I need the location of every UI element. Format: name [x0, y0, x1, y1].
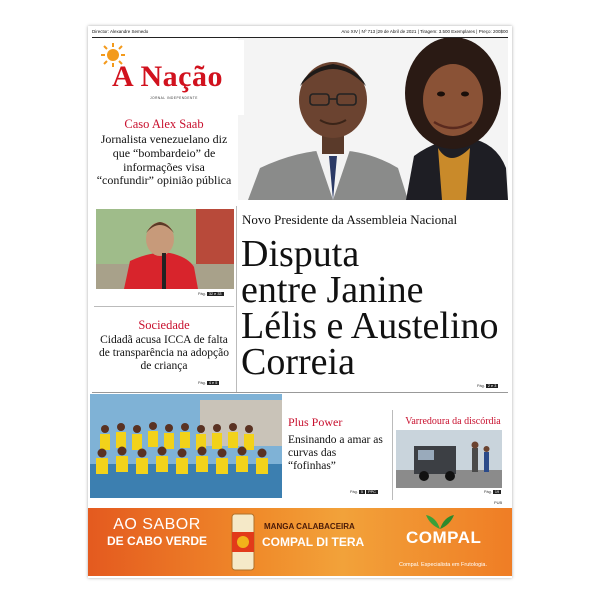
sweeper-illustration — [396, 430, 502, 488]
main-headline — [241, 233, 509, 383]
story-alex-saab: Jornalista venezuelano diz que “bombardeio” de informações visa “confundir” opinião pública — [96, 132, 232, 188]
headline-line-1: Disputa — [241, 233, 360, 275]
headline-line-3: Lélis e Austelino — [241, 305, 499, 347]
ad-mid-line-1: MANGA CALABACEIRA — [264, 522, 355, 531]
issue-line: Ano XIV | Nº 713 |29 de Abril de 2021 | Tiragem: 3.500 Exemplares | Preço: 200$00 — [341, 29, 508, 34]
pub-label: PUB — [494, 500, 503, 505]
journalist-illustration — [96, 209, 234, 289]
newspaper-front-page — [88, 26, 512, 578]
page-ref-plus-power: Pág. 5 PPC — [350, 490, 376, 494]
ad-left-line-1: AO SABOR — [113, 516, 201, 533]
ad-brand-sub: Compal. Especialista em Frutologia. — [398, 562, 488, 568]
dancers-illustration — [90, 394, 282, 498]
story-plus-power: Ensinando a amar as curvas das “fofinhas” — [288, 434, 383, 473]
plus-power-divider — [392, 410, 393, 500]
ad-left-line-2: DE CABO VERDE — [106, 534, 207, 548]
headline-line-2: entre Janine — [241, 269, 424, 311]
page-ref-main: Pág. 2 e 3 — [477, 384, 497, 388]
page-ref-sociedade: Pág. 4 e 5 — [198, 381, 218, 385]
masthead-logo-area — [94, 40, 244, 115]
top-info-bar — [88, 26, 512, 37]
section-divider — [92, 392, 508, 393]
masthead-title: A Nação — [112, 60, 223, 93]
page-ref-varredoura: Pág. 19 — [484, 490, 500, 494]
column-divider — [236, 206, 237, 392]
candidates-illustration — [238, 38, 508, 200]
ad-mid-line-2: COMPAL DI TERA — [262, 535, 365, 549]
kicker-plus-power: Plus Power — [288, 415, 343, 429]
dancers-photo — [90, 394, 282, 498]
left-divider-1 — [94, 306, 234, 307]
kicker-alex-saab: Caso Alex Saab — [124, 117, 204, 131]
street-sweeper-photo — [396, 430, 502, 488]
story-sociedade: Cidadã acusa ICCA de falta de transparência na adopção de criança — [99, 334, 229, 373]
headline-line-4: Correia — [241, 341, 355, 383]
director-line: Director: Alexandre Semedo — [92, 29, 149, 34]
candidates-photo — [238, 38, 508, 200]
compal-advertisement — [88, 508, 512, 576]
main-subheading: Novo Presidente da Assembleia Nacional — [242, 212, 458, 227]
page-ref-alex-saab: Pág. 32 e 33 — [198, 292, 222, 296]
kicker-varredoura: Varredoura da discórdia — [405, 416, 501, 427]
ad-brand: COMPAL — [406, 528, 482, 547]
juice-can-icon — [228, 510, 258, 574]
kicker-sociedade: Sociedade — [138, 318, 190, 332]
alex-saab-photo — [96, 209, 234, 289]
masthead-tagline: JORNAL INDEPENDENTE — [150, 96, 198, 100]
